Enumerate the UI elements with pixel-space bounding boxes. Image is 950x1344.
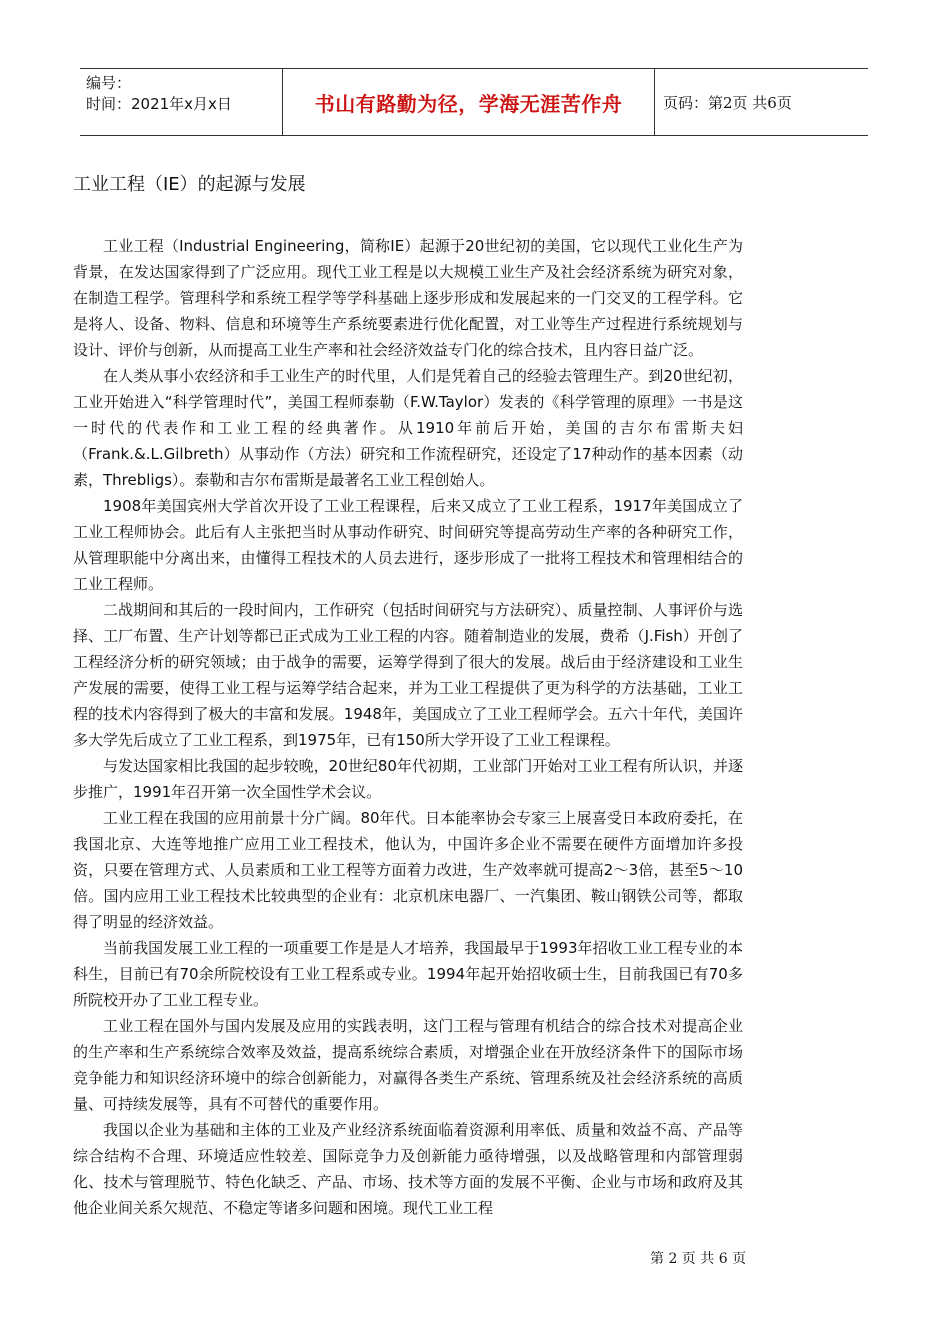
page-label: 页码：第2页 共6页 (663, 93, 792, 112)
paragraph: 在人类从事小农经济和手工业生产的时代里，人们是凭着自己的经验去管理生产。到20世纪初，工业开始进入“科学管理时代”，美国工程师泰勒（F.W.Taylor）发表的《科学管理的原理》一书是这一时代的代表作和工业工程的经典著作。从1910年前后开始，美国的吉尔布雷斯夫妇（Frank.&.L.Gilbreth）从事动作（方法）研究和工作流程研究，还设定了17种动作的基本因素（动素，Threbligs）。泰勒和吉尔布雷斯是最著名工业工程创始人。 (73, 367, 743, 489)
paragraph: 工业工程（Industrial Engineering，简称IE）起源于20世纪初的美国，它以现代工业化生产为背景，在发达国家得到了广泛应用。现代工业工程是以大规模工业生产及社会经济系统为研究对象，在制造工程学。管理科学和系统工程学等学科基础上逐步形成和发展起来的一门交叉的工程学科。它是将人、设备、物料、信息和环境等生产系统要素进行优化配置，对工业等生产过程进行系统规划与设计、评价与创新，从而提高工业生产率和社会经济效益专门化的综合技术，且内容日益广泛。 (73, 237, 743, 359)
paragraph: 1908年美国宾州大学首次开设了工业工程课程，后来又成立了工业工程系，1917年美国成立了工业工程师协会。此后有人主张把当时从事动作研究、时间研究等提高劳动生产率的各种研究工作，从管理职能中分离出来，由懂得工程技术的人员去进行，逐步形成了一批将工程技术和管理相结合的工业工程师。 (73, 497, 743, 593)
paragraph: 二战期间和其后的一段时间内，工作研究（包括时间研究与方法研究）、质量控制、人事评价与选择、工厂布置、生产计划等都已正式成为工业工程的内容。随着制造业的发展，费希（J.Fish）开创了工程经济分析的研究领域；由于战争的需要，运筹学得到了很大的发展。战后由于经济建设和工业生产发展的需要，使得工业工程与运筹学结合起来，并为工业工程提供了更为科学的方法基础，工业工程的技术内容得到了极大的丰富和发展。1948年，美国成立了工业工程师学会。五六十年代，美国许多大学先后成立了工业工程系，到1975年，已有150所大学开设了工业工程课程。 (73, 601, 743, 749)
number-label: 编号： (86, 74, 132, 92)
header-meta (80, 69, 283, 135)
motto: 书山有路勤为径，学海无涯苦作舟 (283, 69, 655, 135)
paragraph: 我国以企业为基础和主体的工业及产业经济系统面临着资源利用率低、质量和效益不高、产品等综合结构不合理、环境适应性较差、国际竞争力及创新能力亟待增强，以及战略管理和内部管理弱化、技术与管理脱节、特色化缺乏、产品、市场、技术等方面的发展不平衡、企业与市场和政府及其他企业间关系欠规范、不稳定等诸多问题和困境。现代工业工程 (73, 1121, 743, 1217)
page-footer: 第 2 页 共 6 页 (650, 1251, 747, 1267)
time-label: 时间：2021年x月x日 (86, 95, 232, 113)
document-title: 工业工程（IE）的起源与发展 (73, 174, 306, 195)
paragraph: 工业工程在国外与国内发展及应用的实践表明，这门工程与管理有机结合的综合技术对提高企业的生产率和生产系统综合效率及效益，提高系统综合素质，对增强企业在开放经济条件下的国际市场竞争能力和知识经济环境中的综合创新能力，对赢得各类生产系统、管理系统及社会经济系统的高质量、可持续发展等，具有不可替代的重要作用。 (73, 1017, 743, 1113)
paragraph: 与发达国家相比我国的起步较晚，20世纪80年代初期，工业部门开始对工业工程有所认识，并逐步推广，1991年召开第一次全国性学术会议。 (73, 757, 743, 801)
paragraph: 当前我国发展工业工程的一项重要工作是是人才培养，我国最早于1993年招收工业工程专业的本科生，目前已有70余所院校设有工业工程系或专业。1994年起开始招收硕士生，目前我国已有70多所院校开办了工业工程专业。 (73, 939, 743, 1009)
document-body (73, 233, 743, 1221)
paragraph: 工业工程在我国的应用前景十分广阔。80年代。日本能率协会专家三上展喜受日本政府委托，在我国北京、大连等地推广应用工业工程技术，他认为，中国许多企业不需要在硬件方面增加许多投资，只要在管理方式、人员素质和工业工程等方面着力改进，生产效率就可提高2～3倍，甚至5～10倍。国内应用工业工程技术比较典型的企业有：北京机床电器厂、一汽集团、鞍山钢铁公司等，都取得了明显的经济效益。 (73, 809, 743, 931)
page-header (80, 68, 868, 136)
